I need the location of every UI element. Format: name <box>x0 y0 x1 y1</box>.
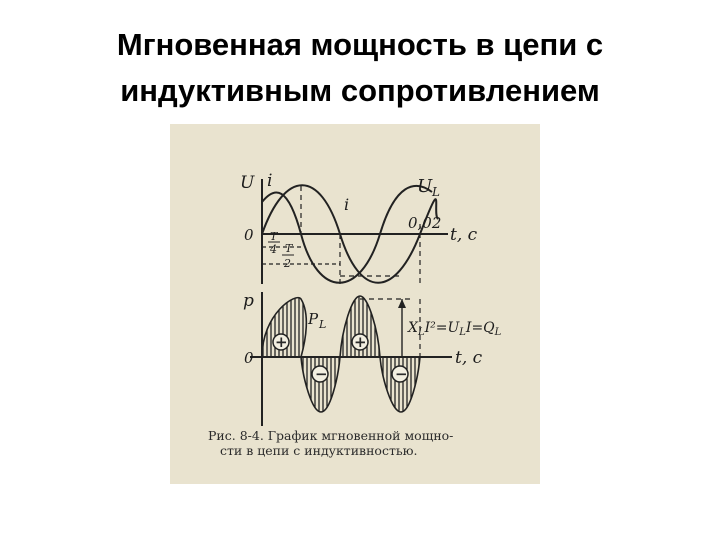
pl-subscript: L <box>319 318 327 331</box>
half-period-den: 2 <box>284 257 291 270</box>
upper-origin-label: 0 <box>244 226 254 244</box>
formula-mid: I²=U <box>424 320 460 336</box>
caption-line1: Рис. 8-4. График мгновенной мощно- <box>208 428 454 443</box>
power-diagram <box>170 124 540 484</box>
slide-title <box>0 22 720 114</box>
curve-u-subscript: L <box>432 185 440 199</box>
formula-end-sub: L <box>494 327 502 338</box>
slide-title-line2: индуктивным сопротивлением <box>120 73 600 108</box>
formula-end: I=Q <box>465 320 495 336</box>
plus-sign-2: + <box>354 333 367 351</box>
curve-u-label: U <box>417 176 433 197</box>
lower-origin-label: 0 <box>244 349 254 367</box>
minus-sign-2: − <box>395 365 408 383</box>
amplitude-arrow-head <box>398 299 406 308</box>
pl-label: P <box>308 310 319 328</box>
formula-x: X <box>408 320 418 336</box>
axis-i-label: i <box>267 171 273 191</box>
amplitude-formula <box>407 320 502 338</box>
quarter-period-num: T <box>270 230 278 243</box>
upper-t-axis-label: t, c <box>450 225 478 245</box>
t-end-label: 0,02 <box>408 214 442 232</box>
axis-p-label: p <box>243 291 254 311</box>
caption-line2: сти в цепи с индуктивностью. <box>220 443 418 458</box>
minus-sign-1: − <box>315 365 328 383</box>
half-period-num: T <box>285 242 293 255</box>
quarter-period-den: 4 <box>270 243 277 256</box>
lower-t-axis-label: t, c <box>455 348 483 368</box>
curve-i-label: i <box>344 195 350 214</box>
slide-title-line1: Мгновенная мощность в цепи с <box>116 27 604 62</box>
formula-x-sub: L <box>417 327 425 338</box>
axis-u-label: U <box>240 173 255 193</box>
figure-scan <box>170 124 540 484</box>
formula-mid-sub: L <box>459 327 466 338</box>
plus-sign-1: + <box>275 333 288 351</box>
